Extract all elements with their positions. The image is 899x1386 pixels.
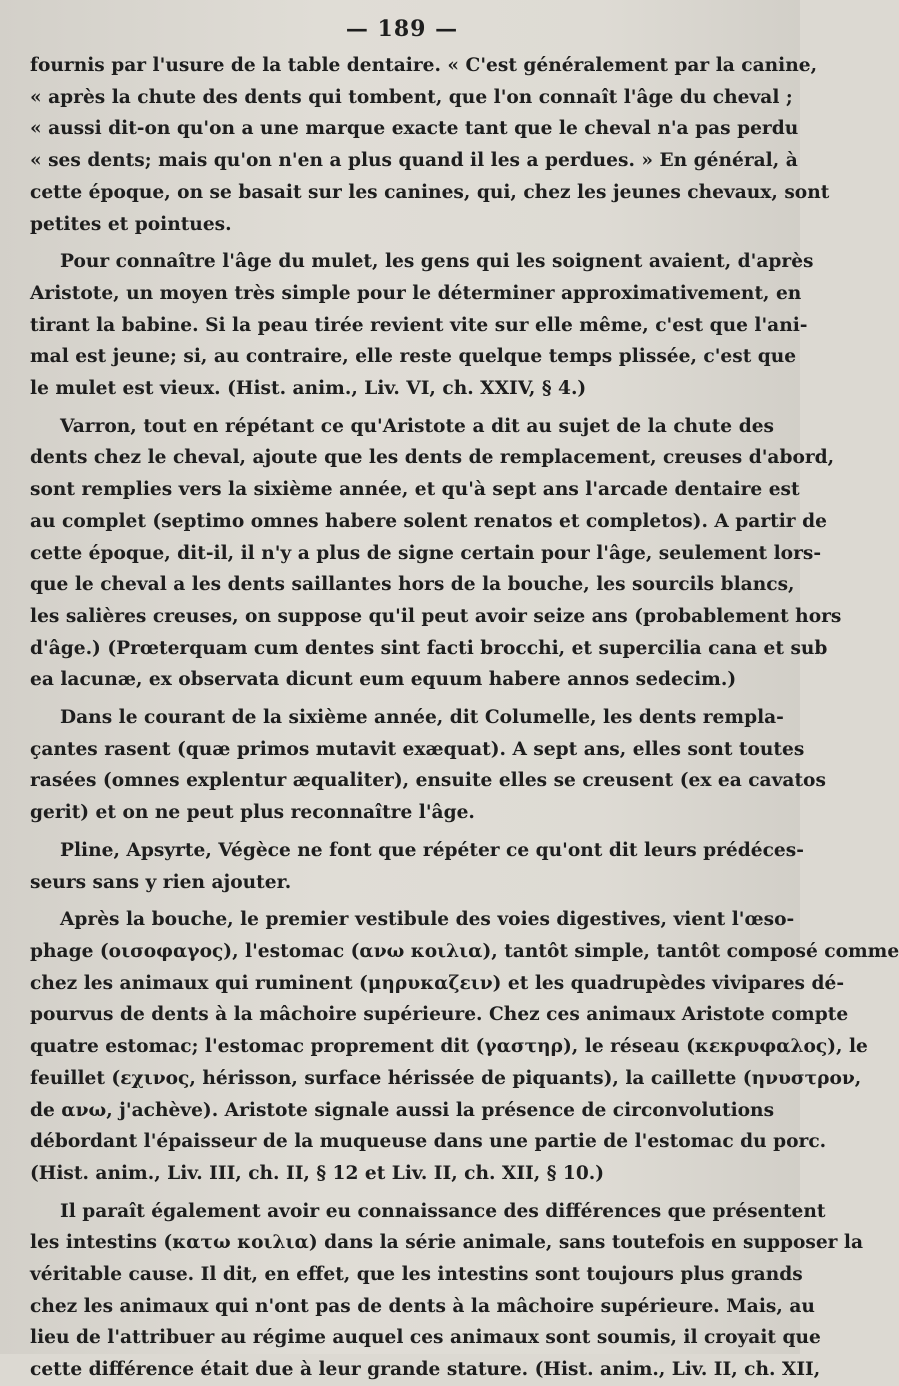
text-line: chez les animaux qui n'ont pas de dents à la mâchoire supérieure. Mais, au — [30, 1295, 815, 1317]
text-line: Après la bouche, le premier vestibule des voies digestives, vient l'œso- — [60, 909, 795, 931]
paragraph-5 — [30, 835, 804, 898]
text-line: débordant l'épaisseur de la muqueuse dans une partie de l'estomac du porc. — [30, 1131, 827, 1153]
paragraph-1 — [30, 50, 830, 240]
text-line: mal est jeune; si, au contraire, elle reste quelque temps plissée, c'est que — [30, 346, 797, 368]
text-line: feuillet (εχινος, hérisson, surface hérissée de piquants), la caillette (ηνυστρον, — [30, 1067, 862, 1089]
text-line: gerit) et on ne peut plus reconnaître l'âge. — [30, 802, 475, 824]
text-line: au complet (septimo omnes habere solent renatos et completos). A partir de — [30, 510, 827, 532]
text-line: (Hist. anim., Liv. III, ch. II, § 12 et Liv. II, ch. XII, § 10.) — [30, 1162, 605, 1184]
text-body — [30, 50, 899, 1386]
text-line: Pline, Apsyrte, Végèce ne font que répéter ce qu'ont dit leurs prédéces- — [60, 839, 804, 861]
paragraph-3 — [30, 411, 842, 696]
text-line: véritable cause. Il dit, en effet, que les intestins sont toujours plus grands — [30, 1264, 803, 1286]
text-line: quatre estomac; l'estomac proprement dit (γαστηρ), le réseau (κεκρυφαλος), le — [30, 1036, 868, 1058]
text-line: les salières creuses, on suppose qu'il peut avoir seize ans (probablement hors — [30, 605, 842, 627]
text-line: les intestins (κατω κοιλια) dans la série animale, sans toutefois en supposer la — [30, 1232, 864, 1254]
paragraph-4 — [30, 702, 826, 829]
text-line: pourvus de dents à la mâchoire supérieure. Chez ces animaux Aristote compte — [30, 1004, 849, 1026]
text-line: fournis par l'usure de la table dentaire. « C'est généralement par la canine, — [30, 55, 818, 76]
text-line: sont remplies vers la sixième année, et qu'à sept ans l'arcade dentaire est — [30, 479, 800, 501]
paragraph-2 — [30, 246, 814, 405]
text-line: Pour connaître l'âge du mulet, les gens qui les soignent avaient, d'après — [60, 251, 814, 273]
text-line: dents chez le cheval, ajoute que les dents de remplacement, creuses d'abord, — [30, 447, 835, 469]
paragraph-6 — [30, 904, 899, 1189]
text-line: rasées (omnes explentur æqualiter), ensuite elles se creusent (ex ea cavatos — [30, 770, 826, 792]
text-line: de ανω, j'achève). Aristote signale aussi la présence de circonvolutions — [30, 1099, 775, 1121]
text-line: petites et pointues. — [30, 213, 232, 235]
paragraph-7 — [30, 1196, 864, 1386]
text-line: cette différence était due à leur grande stature. (Hist. anim., Liv. II, ch. XII, — [30, 1359, 821, 1381]
text-line: Varron, tout en répétant ce qu'Aristote a dit au sujet de la chute des — [60, 415, 774, 437]
text-line: phage (οισοφαγος), l'estomac (ανω κοιλια), tantôt simple, tantôt composé comme — [30, 940, 899, 962]
text-line: que le cheval a les dents saillantes hors de la bouche, les sourcils blancs, — [30, 574, 795, 596]
text-line: « ses dents; mais qu'on n'en a plus quand il les a perdues. » En général, à — [30, 150, 798, 172]
text-line: « aussi dit-on qu'on a une marque exacte tant que le cheval n'a pas perdu — [30, 118, 799, 140]
text-line: Il paraît également avoir eu connaissance des différences que présentent — [60, 1200, 826, 1222]
text-line: çantes rasent (quæ primos mutavit exæquat). A sept ans, elles sont toutes — [30, 738, 805, 760]
page-number: — 189 — — [345, 16, 459, 42]
text-line: d'âge.) (Prœterquam cum dentes sint facti brocchi, et supercilia cana et sub — [30, 637, 828, 659]
text-line: Aristote, un moyen très simple pour le déterminer approximativement, en — [30, 282, 802, 304]
text-line: seurs sans y rien ajouter. — [30, 871, 292, 893]
text-line: cette époque, on se basait sur les canines, qui, chez les jeunes chevaux, sont — [30, 181, 830, 203]
text-line: lieu de l'attribuer au régime auquel ces animaux sont soumis, il croyait que — [30, 1327, 821, 1349]
text-line: Dans le courant de la sixième année, dit Columelle, les dents rempla- — [60, 707, 784, 729]
text-line: chez les animaux qui ruminent (μηρυκαζειν) et les quadrupèdes vivipares dé- — [30, 972, 845, 994]
text-line: ea lacunæ, ex observata dicunt eum equum habere annos sedecim.) — [30, 669, 737, 691]
text-line: le mulet est vieux. (Hist. anim., Liv. VI, ch. XXIV, § 4.) — [30, 378, 587, 400]
text-line: cette époque, dit-il, il n'y a plus de signe certain pour l'âge, seulement lors- — [30, 542, 822, 564]
text-line: tirant la babine. Si la peau tirée revient vite sur elle même, c'est que l'ani- — [30, 314, 808, 336]
text-line: « après la chute des dents qui tombent, que l'on connaît l'âge du cheval ; — [30, 86, 793, 108]
